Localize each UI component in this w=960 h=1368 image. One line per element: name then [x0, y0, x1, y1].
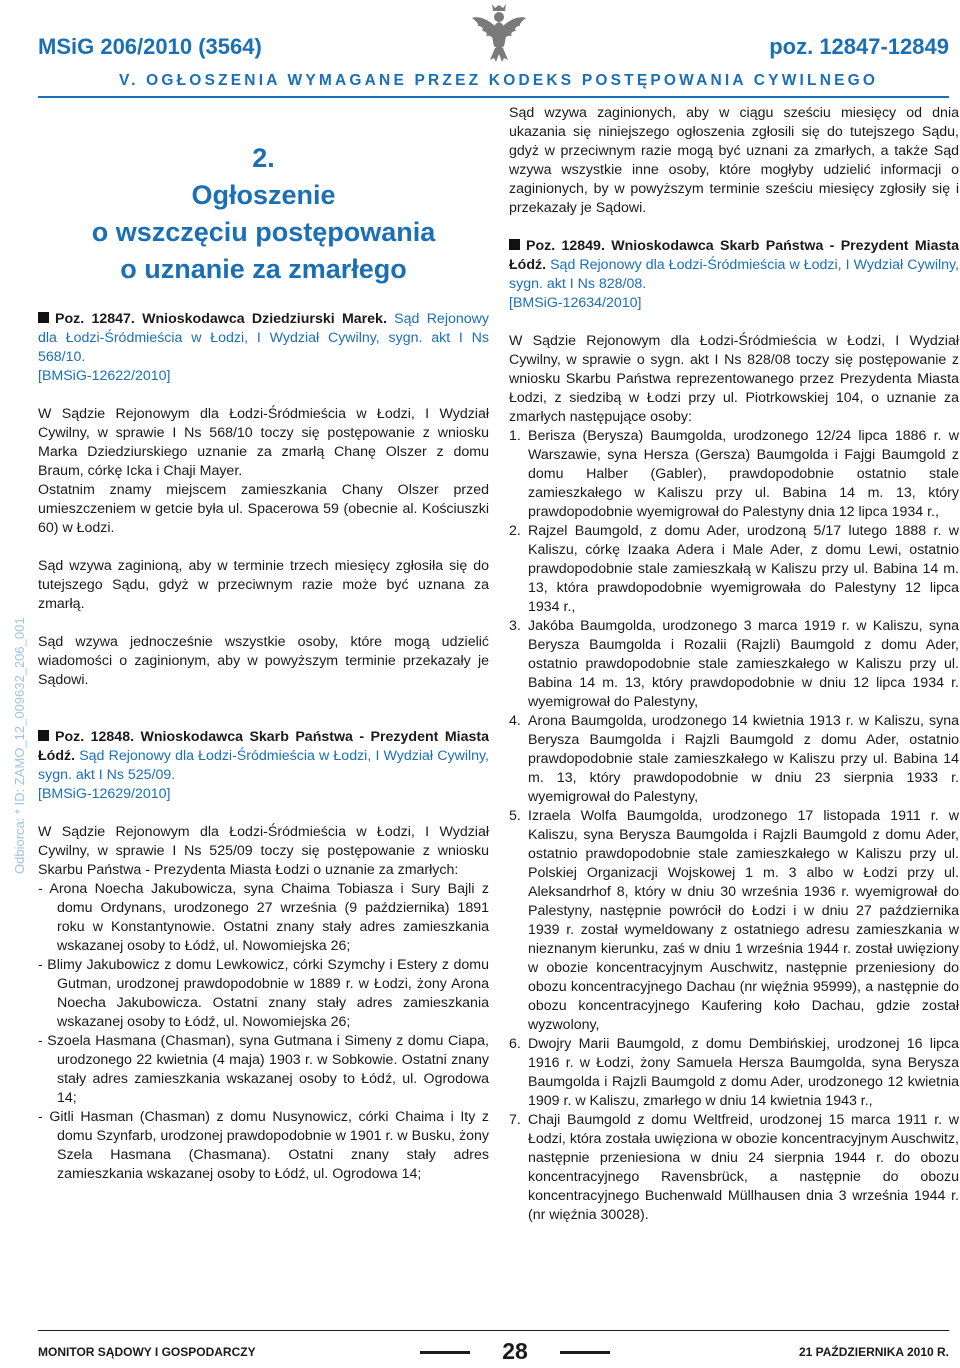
page-number: 28 [502, 1338, 528, 1364]
notice-12847-body-3: Sąd wzywa zaginioną, aby w terminie trzech miesięcy zgłosiła się do tutejszego Sądu, gdyż w przeciwnym razie może być uznana za zmarłą. [38, 558, 489, 612]
list-item: 7. Chaji Baumgold z domu Weltfreid, urodzonej 15 marca 1911 r. w Łodzi, która została uwięziona w obozie koncentracyjnym Auschwitz, następnie przeniesiona w dniu 24 sierpnia 1944 r. do obozu koncentracyjnego Ravensbrück, a następnie do obozu koncentracyjnego Buchenwald Müllhausen dnia 3 września 1944 r. (nr więźnia 30028). [509, 1112, 959, 1223]
right-column [509, 104, 959, 1225]
list-item: 3. Jakóba Baumgolda, urodzonego 3 marca 1919 r. w Kaliszu, syna Berysza Baumgolda i Rozalii (Rajzli) Baumgold z domu Ader, ostatnio prawdopodobnie stale zamieszkałego w Kaliszu przy ul. Babina 14 m. 13, który prawdopodobnie w dniu 12 lipca 1934 r. wyemigrował do Palestyny, [509, 618, 959, 710]
publication-date: 21 PAŹDZIERNIKA 2010 R. [798, 1345, 949, 1359]
notice-12847-body-4: Sąd wzywa jednocześnie wszystkie osoby, które mogą udzielić wiadomości o zaginionym, aby w powyższym terminie przekazały je Sądowi. [38, 634, 489, 688]
position-range: poz. 12847-12849 [769, 34, 949, 59]
title-line-2: o wszczęciu postępowania [91, 217, 436, 247]
list-item: - Gitli Hasman (Chasman) z domu Nusynowicz, córki Chaima i Ity z domu Szynfarb, urodzonej prawdopodobnie w 1901 r. w Busku, żony Szela Hasmana (Chasmana). Ostatni znany stały adres zamieszkania wskazanej osoby to Łódź, ul. Ogrodowa 14; [38, 1109, 489, 1182]
recipient-watermark [0, 544, 27, 874]
publication-name: MONITOR SĄDOWY I GOSPODARCZY [38, 1345, 256, 1359]
footer-rule [38, 1330, 949, 1331]
list-item: - Blimy Jakubowicz z domu Lewkowicz, córki Szymchy i Estery z domu Gutman, urodzonej prawdopodobnie w 1889 r. w Łodzi, żony Arona Noecha Jakubowicza. Ostatni znany stały adres zamieszkania wskazanej osoby to Łódź, ul. Nowomiejska 26; [38, 957, 489, 1030]
list-item: - Szoela Hasmana (Chasman), syna Gutmana i Simeny z domu Ciapa, urodzonego 22 kwietnia (4 maja) 1903 r. w Sobkowie. Ostatni znany stały adres zamieszkania wskazanej osoby to Łódź, ul. Ogrodowa 14; [38, 1033, 489, 1106]
page-number-bar-right [560, 1351, 610, 1354]
title-line-1: Ogłoszenie [191, 180, 336, 210]
header-rule [38, 96, 949, 98]
bullet-square-icon [509, 239, 520, 250]
polish-eagle-emblem [470, 2, 528, 64]
notice-12847-body-2: Ostatnim znamy miejscem zamieszkania Chany Olszer przed umieszczeniem w getcie była ul. Spacerowa 59 (obecnie al. Kościuszki 60) w Łodzi. [38, 482, 489, 536]
bullet-square-icon [38, 730, 49, 741]
list-item: 2. Rajzel Baumgold, z domu Ader, urodzoną 5/17 lutego 1888 r. w Kaliszu, córkę Izaaka Adera i Male Ader, z domu Lewi, ostatnio prawdopodobnie stale zamieszkałą w Kaliszu przy ul. Babina 14 m. 13, która prawdopodobnie wyemigrowała do Palestyny 12 lipca 1934 r., [509, 523, 959, 615]
list-item: 4. Arona Baumgolda, urodzonego 14 kwietnia 1913 r. w Kaliszu, syna Berysza Baumgolda i Rajzli Baumgold z domu Ader, ostatnio prawdopodobnie stale zamieszkałego w Kaliszu przy ul. Babina 14 m. 13, który prawdopodobnie w dniu 23 sierpnia 1933 r. wyemigrował do Palestyny, [509, 713, 959, 805]
notice-12847-body-1: W Sądzie Rejonowym dla Łodzi-Śródmieścia w Łodzi, I Wydział Cywilny, w sprawie I Ns 568/10 toczy się postępowanie z wniosku Marka Dziedziurskiego uznanie za zmarłą Chanę Olszer z domu Braum, córkę Icka i Chaji Mayer. [38, 406, 489, 479]
list-item: 5. Izraela Wolfa Baumgolda, urodzonego 17 listopada 1911 r. w Kaliszu, syna Berysza Baumgolda i Rajzli Baumgold z domu Ader, ostatnio prawdopodobnie stale zamieszkałego w Kaliszu przy ul. Polskiej Organizacji Wojskowej 1 m. 3 albo w Łodzi przy ul. Aleksandrhof 8, który w dniu 30 września 1936 r. wyemigrował do Palestyny, następnie powrócił do Łodzi i w dniu 27 października 1939 r. został wymeldowany z ostatniego adresu zamieszkania w nieznanym kierunku, zaś w dniu 1 września 1944 r. został uwięziony w obozie koncentracyjnym Auschwitz, następnie przeniesiony do obozu koncentracyjnego Dachau (nr więźnia 95999), a następnie do obozu koncentracyjnego Kaufering koło Dachau, gdzie został wyzwolony, [509, 808, 959, 1033]
bullet-square-icon [38, 312, 49, 323]
notice-12847-ref: [BMSiG-12622/2010] [38, 368, 171, 384]
list-item: 1. Berisza (Berysza) Baumgolda, urodzonego 12/24 lipca 1886 r. w Warszawie, syna Hersza (Gersza) Baumgolda i Fajgi Baumgold z domu Halber (Gabler), prawdopodobnie ostatnio stale zamieszkałego w Kaliszu przy ul. Babina 14 m. 13, który prawdopodobnie wyemigrował do Palestyny dnia 12 lipca 1934 r., [509, 428, 959, 520]
notice-12849-ref: [BMSiG-12634/2010] [509, 295, 642, 311]
notice-12849-heading: Poz. 12849. Wnioskodawca Skarb Państwa - Prezydent Miasta Łódź. Sąd Rejonowy dla Łodzi-Śródmieścia w Łodzi, I Wydział Cywilny, sygn. akt I Ns 828/08. [509, 238, 959, 292]
issue-number: MSiG 206/2010 (3564) [38, 34, 262, 59]
notice-12848-body-1: W Sądzie Rejonowym dla Łodzi-Śródmieścia w Łodzi, I Wydział Cywilny, w sprawie I Ns 525/09 toczy się postępowanie z wniosku Skarbu Państwa - Prezydenta Miasta Łodzi o uznanie za zmarłych: [38, 824, 489, 878]
section-heading: V. OGŁOSZENIA WYMAGANE PRZEZ KODEKS POSTĘPOWANIA CYWILNEGO [119, 72, 879, 89]
notice-12847-heading: Poz. 12847. Wnioskodawca Dziedziurski Marek. Sąd Rejonowy dla Łodzi-Śródmieścia w Łodzi, I Wydział Cywilny, sygn. akt I Ns 568/10. [38, 311, 489, 365]
notice-12848-ref: [BMSiG-12629/2010] [38, 786, 171, 802]
section-title [38, 140, 489, 288]
left-column [38, 140, 489, 1184]
watermark-text: Odbiorca: * ID: ZAMO_12_009632_206_001 [12, 617, 27, 874]
title-number: 2. [252, 143, 275, 173]
notice-12849-body-1: W Sądzie Rejonowym dla Łodzi-Śródmieścia w Łodzi, I Wydział Cywilny, w sprawie o sygn. akt I Ns 828/08 toczy się postępowanie z wniosku Skarbu Państwa reprezentowanego przez Prezydenta Miasta Łodzi, z siedzibą w Łodzi przy ul. Piotrkowskiej 104, o uznanie za zmarłych następujące osoby: [509, 333, 959, 425]
notice-12848-heading: Poz. 12848. Wnioskodawca Skarb Państwa - Prezydent Miasta Łódź. Sąd Rejonowy dla Łodzi-Śródmieścia w Łodzi, I Wydział Cywilny, sygn. akt I Ns 525/09. [38, 729, 489, 783]
page-number-bar-left [420, 1351, 470, 1354]
notice-12848-body-end: Sąd wzywa zaginionych, aby w ciągu sześciu miesięcy od dnia ukazania się niniejszego ogłoszenia zgłosili się do tutejszego Sądu, gdyż w przeciwnym razie mogą być uznani za zmarłych, a także Sąd wzywa wszystkie inne osoby, które mogłyby udzielić informacji o zaginionych, by w powyższym terminie sześciu miesięcy zgłosiły się i przekazały je Sądowi. [509, 105, 959, 216]
title-line-3: o uznanie za zmarłego [120, 254, 407, 284]
list-item: 6. Dwojry Marii Baumgold, z domu Dembińskiej, urodzonej 16 lipca 1916 r. w Łodzi, żony Samuela Hersza Baumgolda, syna Berysza Baumgolda i Rajzli Baumgold z domu Ader, urodzonego 12 kwietnia 1909 r. w Kaliszu, zmarłego w dniu 14 kwietnia 1943 r., [509, 1036, 959, 1109]
list-item: - Arona Noecha Jakubowicza, syna Chaima Tobiasza i Sury Bajli z domu Ordynans, urodzonego 27 września (9 października) 1891 roku w Konstantynowie. Ostatni znany stały adres zamieszkania wskazanej osoby to Łódź, ul. Nowomiejska 26; [38, 881, 489, 954]
